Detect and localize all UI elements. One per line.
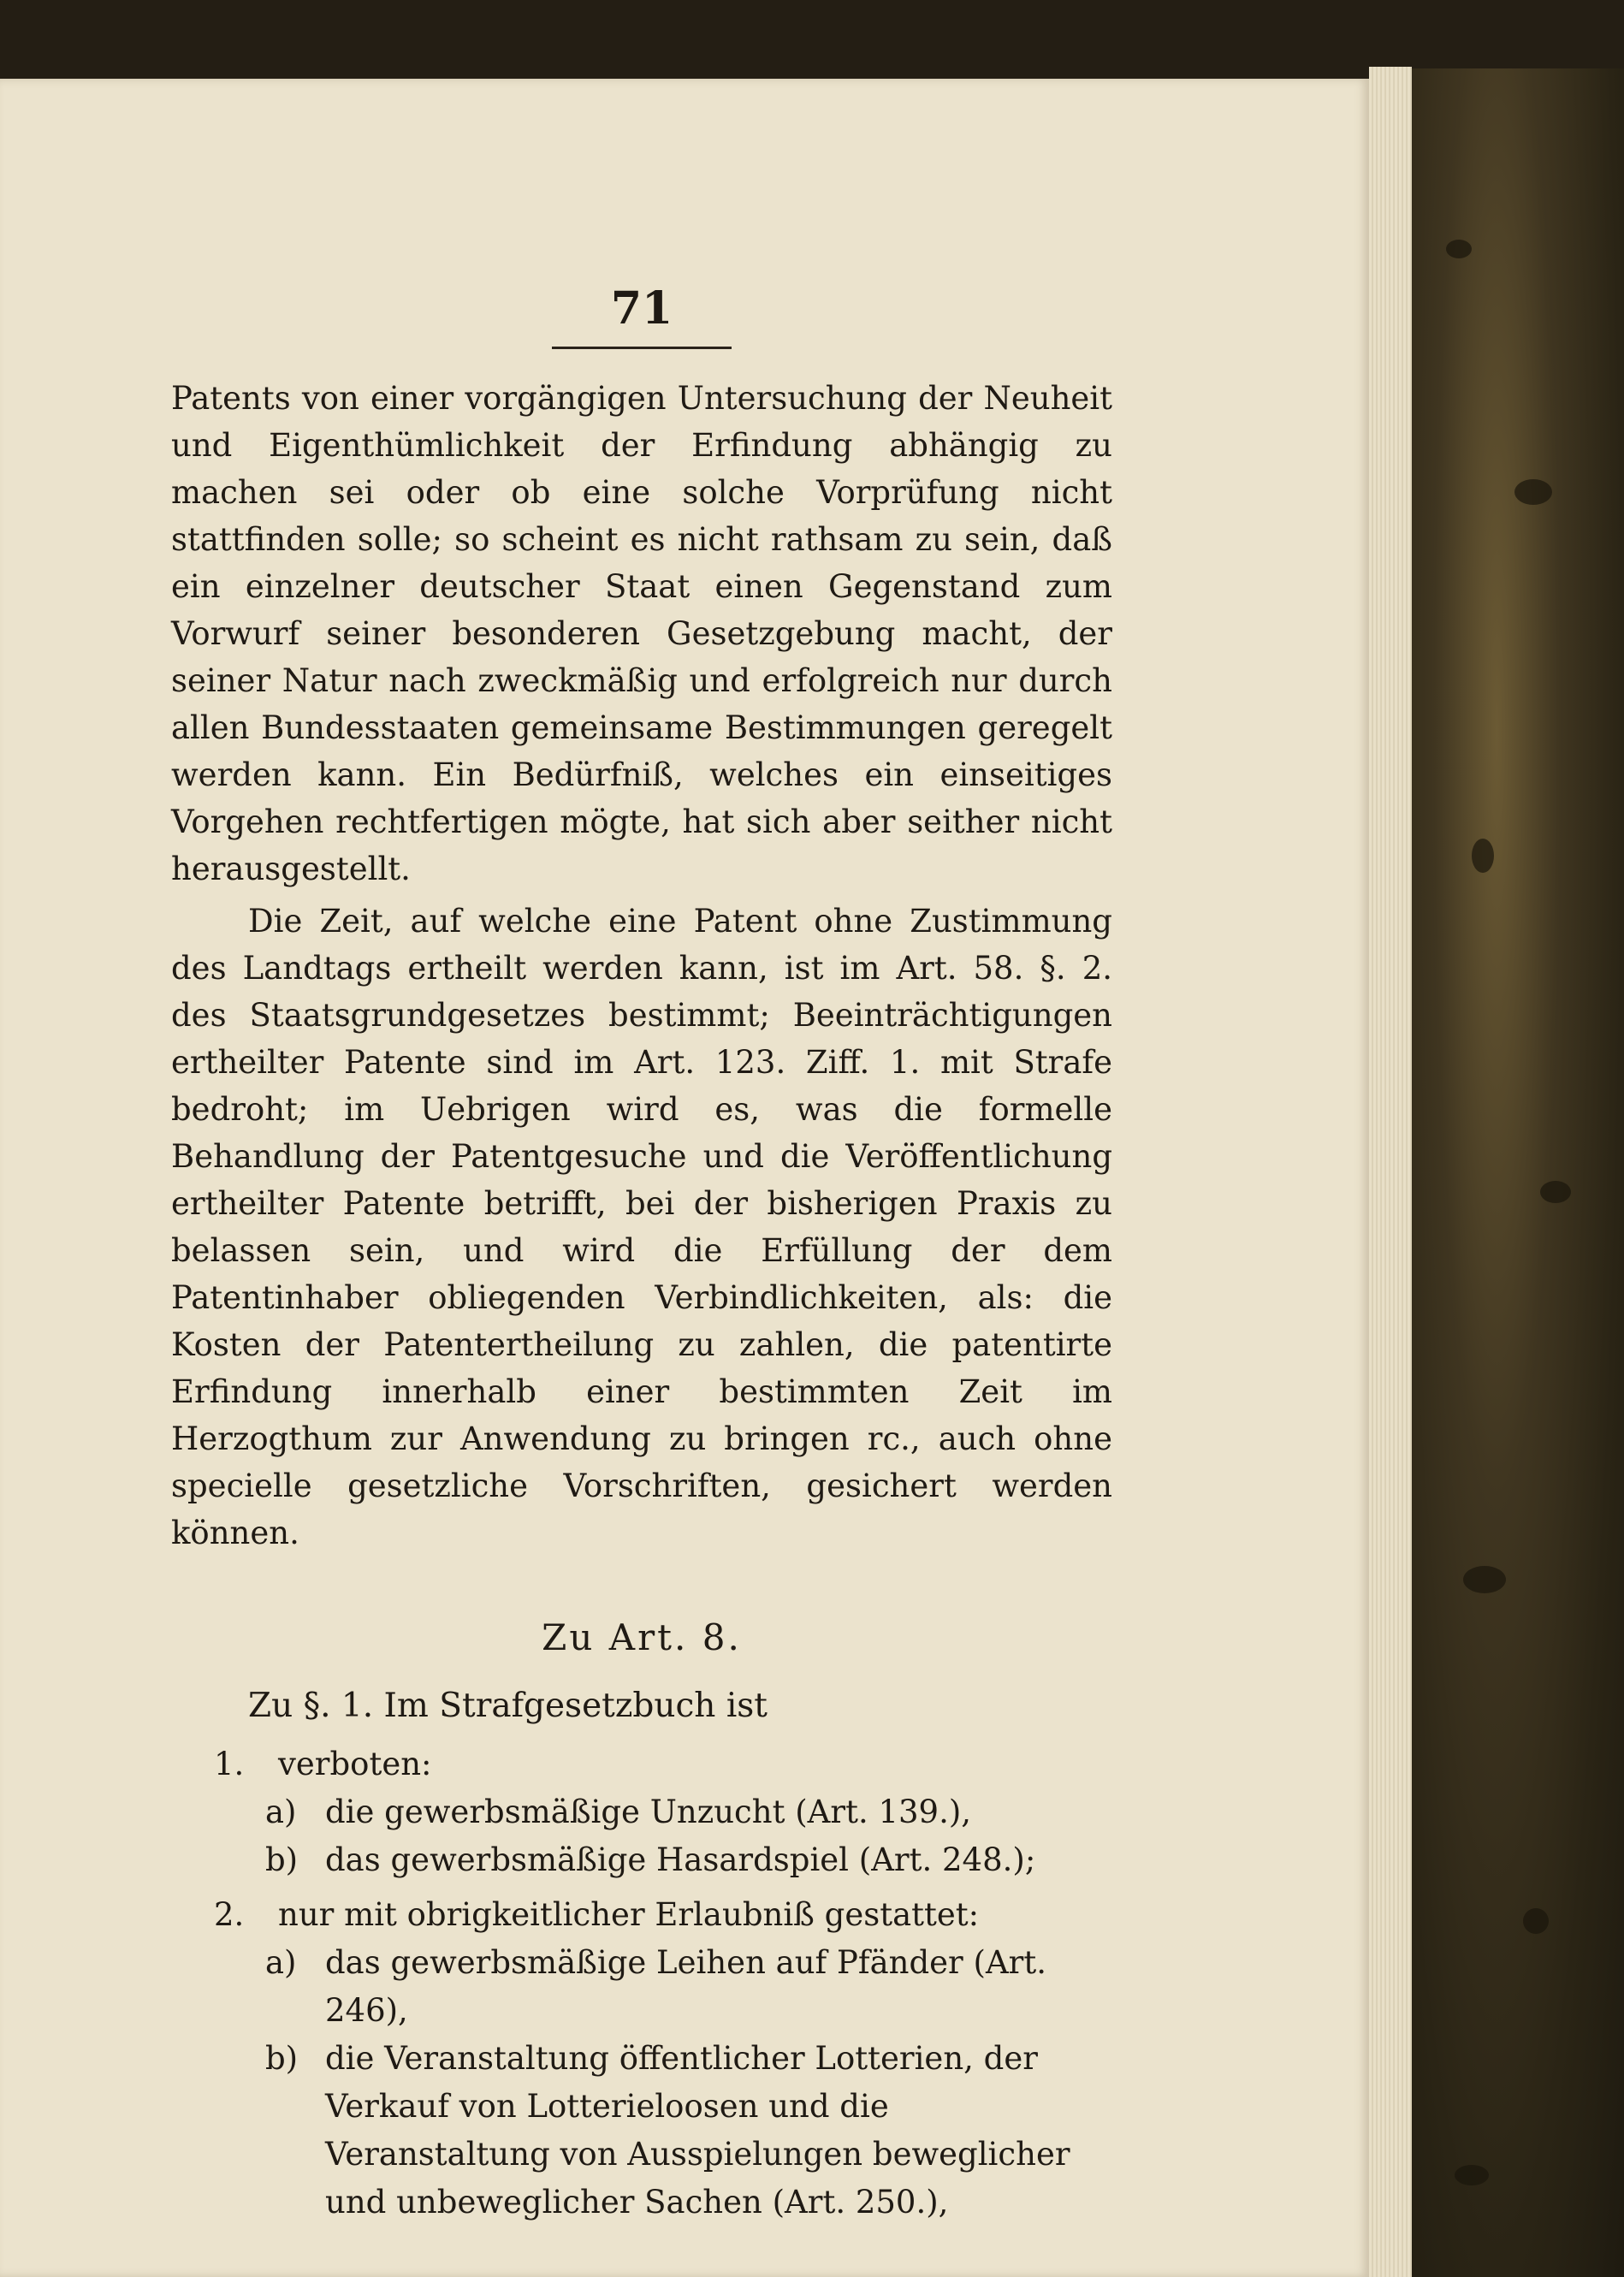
sub-item	[171, 1788, 1112, 1836]
item-number: 1.	[214, 1746, 245, 1782]
sub-item	[171, 1836, 1112, 1884]
paragraph-patent-term: Die Zeit, auf welche eine Patent ohne Zustimmung des Landtags ertheilt werden kann, ist im Art. 58. §. 2. des Staatsgrundgesetzes bestimmt; Beeinträchtigungen ertheilter Patente sind im Art. 123. Ziff. 1. mit Strafe bedroht; im Uebrigen wird es, was die formelle Behandlung der Patentgesuche und die Veröffentlichung ertheilter Patente betrifft, bei der bisherigen Praxis zu belassen sein, und wird die Erfüllung der dem Patentinhaber obliegenden Verbindlichkeiten, als: die Kosten der Patentertheilung zu zahlen, die patentirte Erfindung innerhalb einer bestimmten Zeit im Herzogthum zur Anwendung zu bringen rc., auch ohne specielle gesetzliche Vorschriften, gesichert werden können.	[171, 903, 1112, 1551]
section-heading: Zu Art. 8.	[542, 1616, 742, 1658]
sub-item-text: das gewerbsmäßige Hasardspiel (Art. 248.);	[325, 1841, 1036, 1878]
sub-item-label: b)	[265, 1841, 299, 1878]
sub-item-text: das gewerbsmäßige Leihen auf Pfänder (Art. 246),	[325, 1944, 1046, 2029]
item-list	[171, 1740, 1112, 2227]
page-edges	[1369, 67, 1412, 2277]
book-cover	[1412, 68, 1624, 2277]
section-subheading: Zu §. 1. Im Strafgesetzbuch ist	[248, 1687, 768, 1725]
sub-item-label: a)	[265, 1944, 297, 1981]
page-number-rule	[552, 347, 732, 349]
sub-item	[171, 1939, 1112, 2035]
sub-item	[171, 2035, 1112, 2227]
list-item	[171, 1740, 1112, 1788]
item-number: 2.	[214, 1896, 245, 1933]
page-number: 71	[610, 282, 673, 335]
sub-item-label: b)	[265, 2040, 299, 2077]
sub-item-label: a)	[265, 1794, 297, 1830]
paragraph-patents: Patents von einer vorgängigen Untersuchung der Neuheit und Eigenthümlichkeit der Erfindung abhängig zu machen sei oder ob eine solche Vorprüfung nicht stattfinden solle; so scheint es nicht rathsam zu sein, daß ein einzelner deutscher Staat einen Gegenstand zum Vorwurf seiner besonderen Gesetzgebung macht, der seiner Natur nach zweckmäßig und erfolgreich nur durch allen Bundesstaaten gemeinsame Bestimmungen geregelt werden kann. Ein Bedürfniß, welches ein einseitiges Vorgehen rechtfertigen mögte, hat sich aber seither nicht herausgestellt.	[171, 380, 1112, 887]
sub-item-text: die gewerbsmäßige Unzucht (Art. 139.),	[325, 1794, 972, 1830]
item-label: verboten:	[278, 1746, 432, 1782]
item-label: nur mit obrigkeitlicher Erlaubniß gestattet:	[278, 1896, 980, 1933]
sub-item-text: die Veranstaltung öffentlicher Lotterien, der Verkauf von Lotterieloosen und die Veranstaltung von Ausspielungen beweglicher und unbeweglicher Sachen (Art. 250.),	[325, 2040, 1070, 2221]
list-item	[171, 1891, 1112, 1939]
page-content	[171, 282, 1112, 2227]
